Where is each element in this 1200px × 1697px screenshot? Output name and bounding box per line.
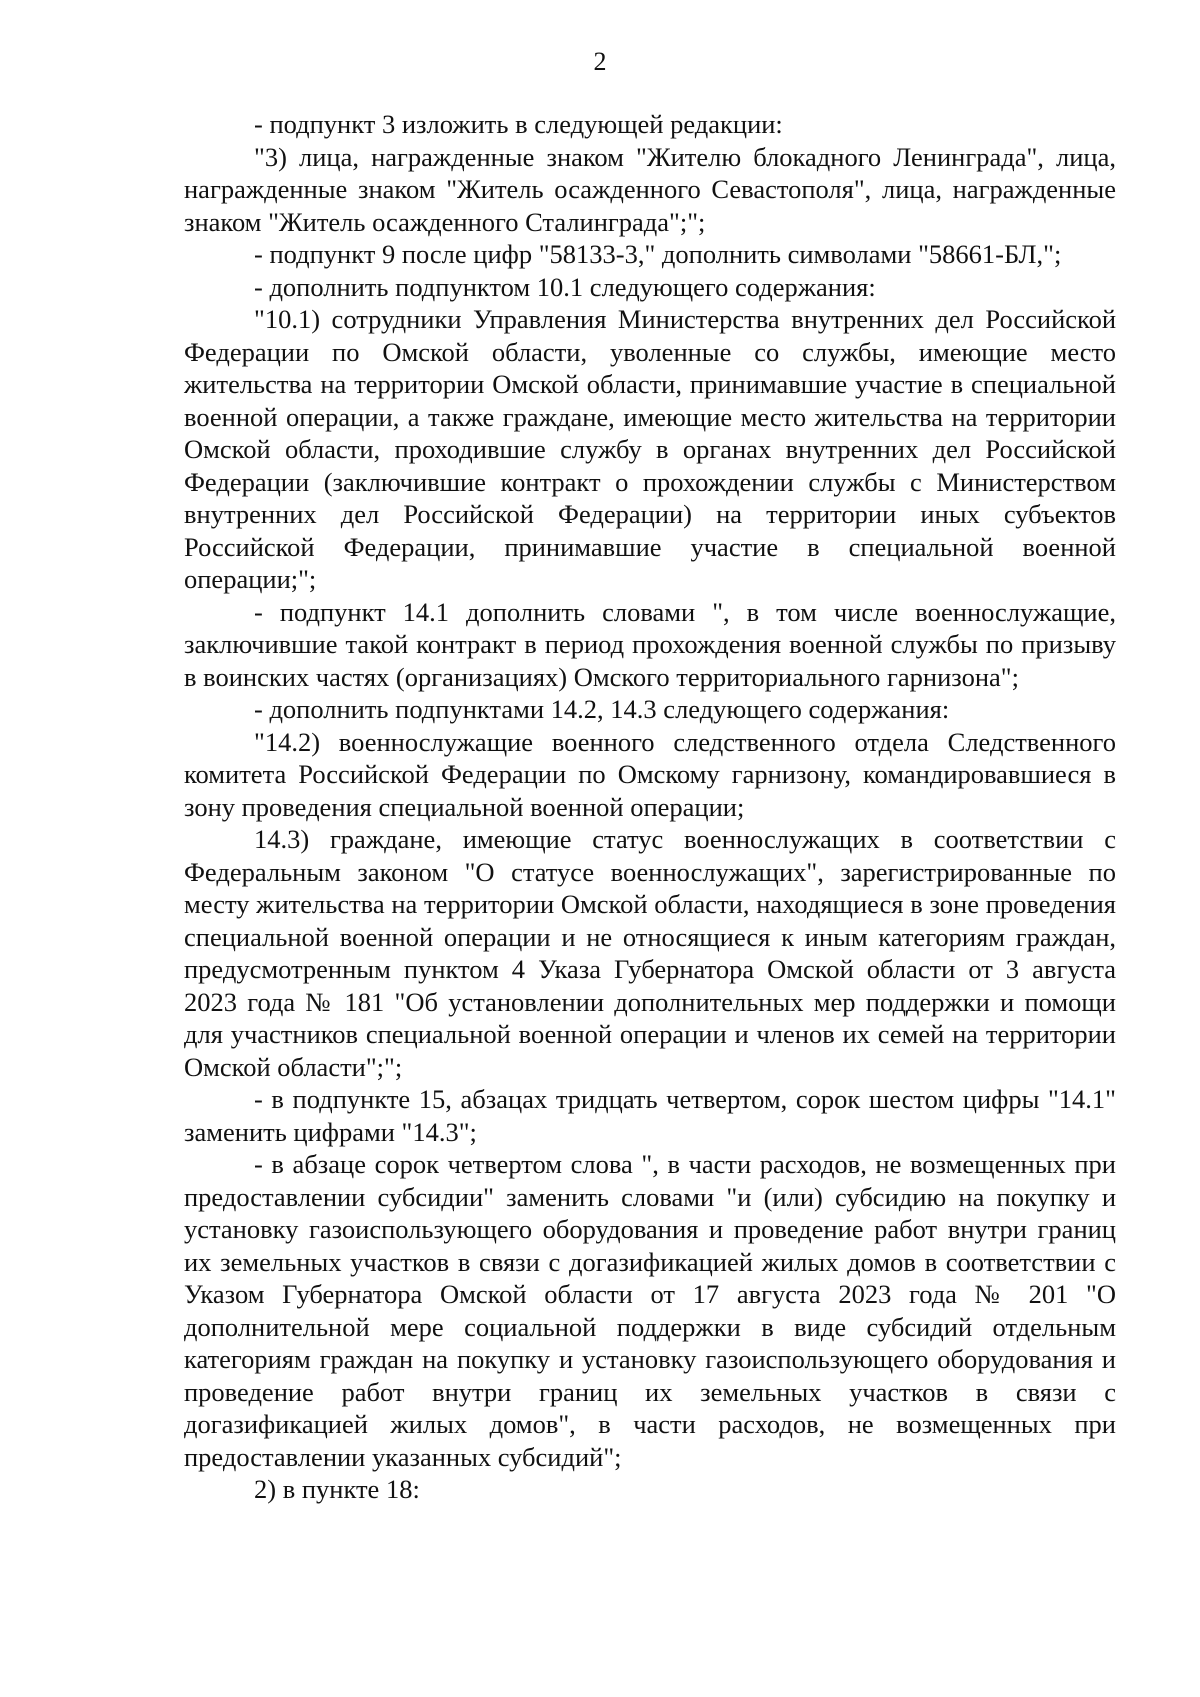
page-number: 2 bbox=[593, 47, 607, 76]
paragraph-subitem-10-1-intro: - дополнить подпунктом 10.1 следующего содержания: bbox=[254, 271, 876, 302]
paragraph-subitem-10-1-text: "10.1) сотрудники Управления Министерства внутренних дел Российской Федерации по Омской области, уволенные со службы, имеющие место жительства на территории Омской области, принимавшие участие в специальной военной операции, а также граждане, имеющие место жительства на территории Омской области, проходившие службу в органах внутренних дел Российской Федерации (заключившие контракт о прохождении службы с Министерством внутренних дел Российской Федерации) на территории иных субъектов Российской Федерации, принимавшие участие в специальной военной операции;"; bbox=[184, 304, 1116, 594]
paragraph-abzats-44: - в абзаце сорок четвертом слова ", в части расходов, не возмещенных при предоставлении субсидии" заменить словами "и (или) субсидию на покупку и установку газоиспользующего оборудования и проведение работ внутри границ их земельных участков в связи с догазификацией жилых домов в соответствии с Указом Губернатора Омской области от 17 августа 2023 года № 201 "О дополнительной мере социальной поддержки в виде субсидий отдельным категориям граждан на покупку и установку газоиспользующего оборудования и проведение работ внутри границ их земельных участков в связи с догазификацией жилых домов", в части расходов, не возмещенных при предоставлении указанных субсидий"; bbox=[184, 1149, 1116, 1472]
paragraph-subitem-9: - подпункт 9 после цифр "58133-3," дополнить символами "58661-БЛ,"; bbox=[254, 239, 1062, 269]
paragraph-item-18-intro: 2) в пункте 18: bbox=[254, 1474, 420, 1504]
paragraph-subitem-15: - в подпункте 15, абзацах тридцать четвертом, сорок шестом цифры "14.1" заменить цифрами "14.3"; bbox=[184, 1084, 1116, 1147]
paragraph-subitem-3-intro: - подпункт 3 изложить в следующей редакции: bbox=[254, 109, 783, 139]
paragraph-subitem-3-text: "3) лица, награжденные знаком "Жителю блокадного Ленинграда", лица, награжденные знаком "Житель осажденного Севастополя", лица, награжденные знаком "Житель осажденного Сталинграда";"; bbox=[184, 141, 1116, 237]
paragraph-subitem-14-2-text: "14.2) военнослужащие военного следственного отдела Следственного комитета Российской Федерации по Омскому гарнизону, командировавшиеся в зону проведения специальной военной операции; bbox=[184, 726, 1116, 822]
paragraph-subitem-14-3-text: 14.3) граждане, имеющие статус военнослужащих в соответствии с Федеральным законом "О статусе военнослужащих", зарегистрированные по месту жительства на территории Омской области, находящиеся в зоне проведения специальной военной операции и не относящиеся к иным категориям граждан, предусмотренным пунктом 4 Указа Губернатора Омской области от 3 августа 2023 года № 181 "Об установлении дополнительных мер поддержки и помощи для участников специальной военной операции и членов их семей на территории Омской области";"; bbox=[184, 824, 1116, 1082]
document-body bbox=[184, 108, 1116, 1506]
paragraph-subitem-14-1: - подпункт 14.1 дополнить словами ", в том числе военнослужащие, заключившие такой контракт в период прохождения военной службы по призыву в воинских частях (организациях) Омского территориального гарнизона"; bbox=[184, 596, 1116, 692]
paragraph-subitems-14-2-14-3-intro: - дополнить подпунктами 14.2, 14.3 следующего содержания: bbox=[254, 694, 950, 724]
